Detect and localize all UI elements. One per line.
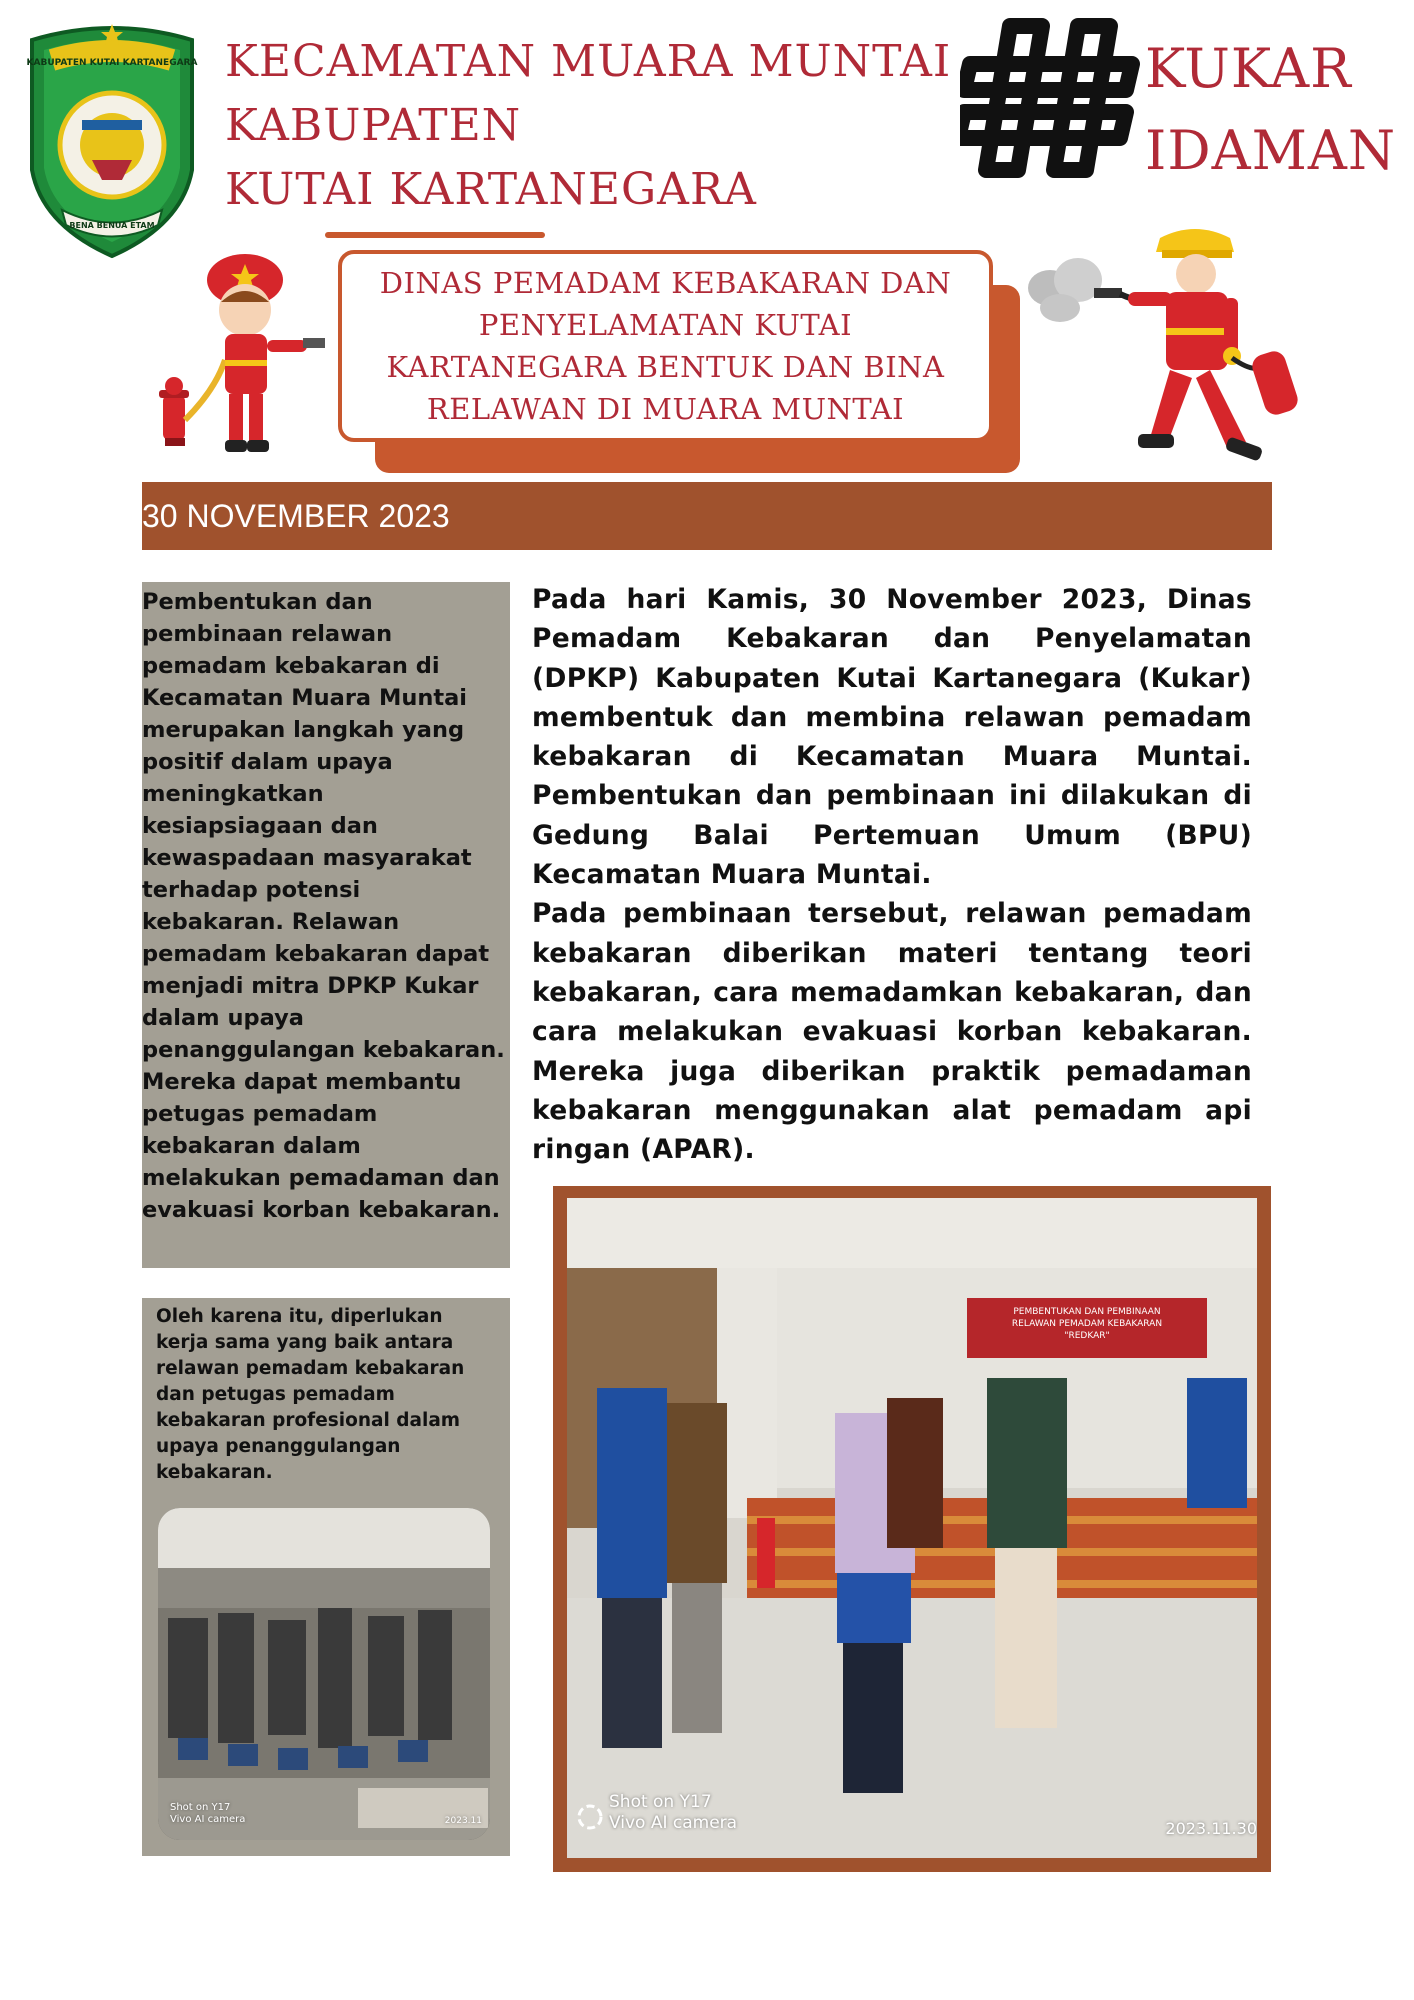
sidebar-text-1: Pembentukan dan pembinaan relawan pemadam kebakaran di Kecamatan Muara Muntai merupakan langkah yang positif dalam upaya meningkatkan kesiapsiagaan dan kewaspadaan masyarakat terhadap potensi kebakaran. Relawan pemadam kebakaran dapat menjadi mitra DPKP Kukar dalam upaya penanggulangan kebakaran. Mereka dapat membantu petugas pemadam kebakaran dalam melakukan pemadaman dan evakuasi korban kebakaran. [142,589,505,1223]
header-title-line-2: KABUPATEN [225,100,522,151]
photo-meeting-hall [158,1508,490,1840]
header-title [225,30,952,222]
headline-box [338,250,993,442]
headline: DINAS PEMADAM KEBAKARAN DAN PENYELAMATAN KUTAI KARTANEGARA BENTUK DAN BINA RELAWAN DI MUARA MUNTAI [379,266,952,426]
camera-watermark-icon [575,1802,605,1832]
banner-line-2: RELAWAN PEMADAM KEBAKARAN [1011,1319,1163,1329]
hashtag-line-1: KUKAR [1145,37,1352,100]
hashtag-text [1145,28,1405,192]
kid-firefighter-illustration [155,240,335,470]
headline-decoration [325,232,545,246]
small-photo-watermark-line-1: Shot on Y17 [170,1802,231,1813]
small-photo-watermark-line-2: Vivo AI camera [170,1814,246,1825]
kutai-kartanegara-logo [22,20,202,260]
hashtag-icon [960,18,1140,178]
publication-date: 30 NOVEMBER 2023 [142,498,450,534]
main-photo-watermark-line-2: Vivo AI camera [609,1813,738,1833]
photo-training-session [567,1198,1257,1858]
article-paragraph-2: Pada pembinaan tersebut, relawan pemadam kebakaran diberikan materi tentang teori kebakaran, cara memadamkan kebakaran, dan cara melakukan evakuasi korban kebakaran. Mereka juga diberikan praktik pemadaman kebakaran menggunakan alat pemadam api ringan (APAR). [532,898,1252,1166]
photo-main-frame [553,1186,1271,1872]
hashtag-line-2: IDAMAN [1145,119,1397,182]
photo-training-session-image [567,1198,1257,1858]
logo-bottom-text: BENA BENUA ETAM [69,221,155,230]
header-title-line-1: KECAMATAN MUARA MUNTAI [225,36,952,87]
small-photo-date: 2023.11 [444,1816,482,1826]
sidebar-box-1 [142,582,510,1268]
photo-meeting-hall-image [158,1508,490,1840]
banner-line-3: "REDKAR" [1064,1331,1110,1341]
header-title-line-3: KUTAI KARTANEGARA [225,164,757,215]
article-body [532,580,1252,1169]
sidebar-text-2: Oleh karena itu, diperlukan kerja sama yang baik antara relawan pemadam kebakaran dan petugas pemadam kebakaran profesional dalam upaya penanggulangan kebakaran. [156,1306,465,1483]
banner-line-1: PEMBENTUKAN DAN PEMBINAAN [1013,1307,1161,1317]
firefighter-illustration [1020,228,1330,480]
article-paragraph-1: Pada hari Kamis, 30 November 2023, Dinas Pemadam Kebakaran dan Penyelamatan (DPKP) Kabupaten Kutai Kartanegara (Kukar) membentuk dan membina relawan pemadam kebakaran di Kecamatan Muara Muntai. Pembentukan dan pembinaan ini dilakukan di Gedung Balai Pertemuan Umum (BPU) Kecamatan Muara Muntai. [532,584,1252,891]
logo-top-text: KABUPATEN KUTAI KARTANEGARA [26,58,198,68]
date-bar [142,482,1272,550]
main-photo-watermark-line-1: Shot on Y17 [609,1792,712,1812]
main-photo-date: 2023.11.30 [1165,1819,1257,1838]
